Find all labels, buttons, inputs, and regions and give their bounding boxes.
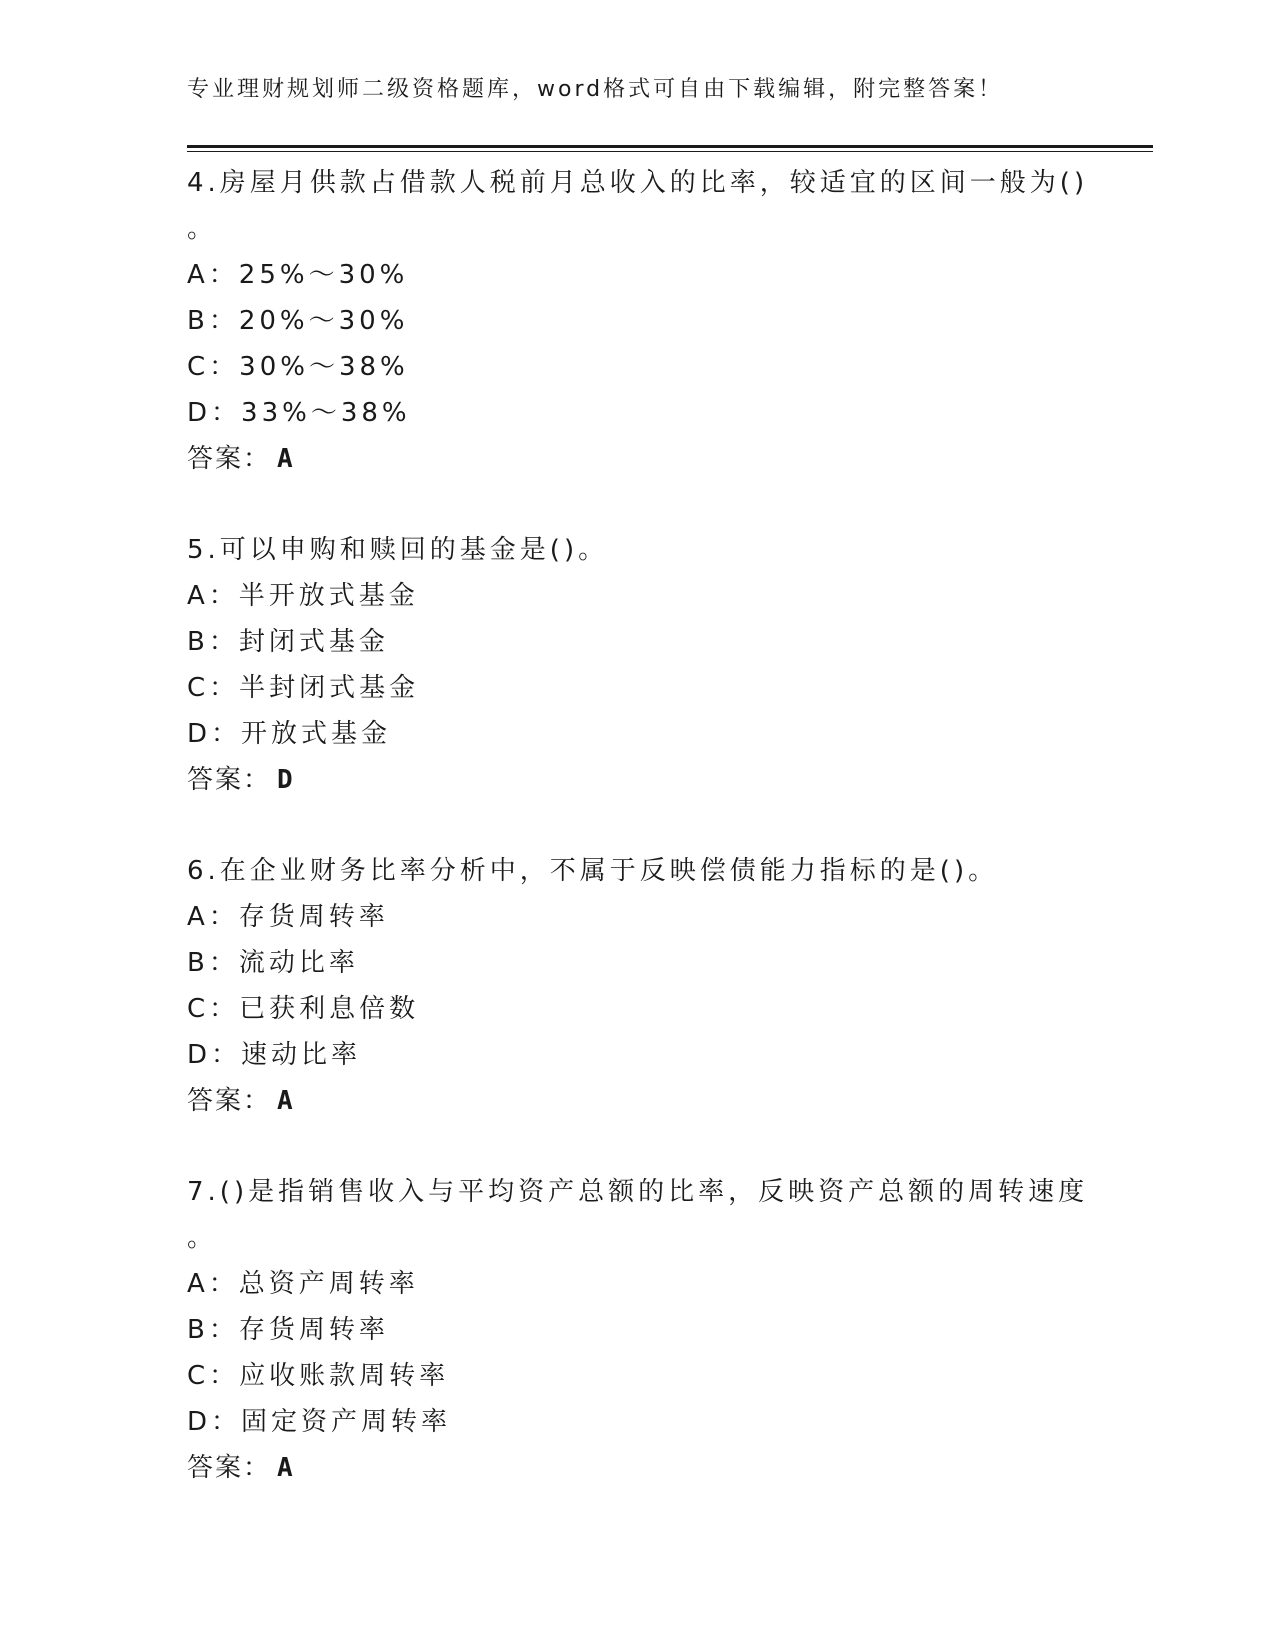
option-label: B： [187, 948, 239, 978]
option-b [187, 1307, 1153, 1353]
option-b [187, 298, 1153, 344]
option-text: 半封闭式基金 [239, 673, 420, 703]
option-label: A： [187, 581, 239, 611]
option-text: 速动比率 [241, 1040, 362, 1070]
option-label: B： [187, 1315, 239, 1345]
option-text: 25%～30% [238, 260, 409, 290]
option-c [187, 665, 1153, 711]
option-label: A： [187, 902, 239, 932]
option-label: C： [187, 994, 240, 1024]
option-a [187, 1261, 1153, 1307]
option-text: 固定资产周转率 [241, 1407, 452, 1437]
question-item [187, 160, 1153, 482]
option-label: D： [187, 1407, 242, 1437]
question-stem: 7.()是指销售收入与平均资产总额的比率，反映资产总额的周转速度 [187, 1177, 1089, 1207]
answer-line [187, 1078, 1153, 1124]
option-text: 33%～38% [241, 398, 411, 428]
option-text: 半开放式基金 [238, 581, 419, 611]
answer-label: 答案： [187, 765, 272, 795]
answer-line [187, 1445, 1153, 1491]
option-a [187, 252, 1153, 298]
option-d [187, 390, 1153, 436]
question-stem: 5.可以申购和赎回的基金是()。 [187, 535, 609, 565]
option-label: B： [187, 627, 239, 657]
option-b [187, 940, 1153, 986]
answer-value: A [277, 1453, 295, 1483]
option-label: A： [187, 1269, 239, 1299]
option-a [187, 894, 1153, 940]
option-d [187, 1032, 1153, 1078]
question-stem: 6.在企业财务比率分析中，不属于反映偿债能力指标的是()。 [187, 856, 999, 886]
header-rule-thin [187, 151, 1153, 152]
option-c [187, 1353, 1153, 1399]
answer-value: A [277, 444, 295, 474]
option-text: 已获利息倍数 [239, 994, 420, 1024]
option-label: C： [187, 352, 240, 382]
option-d [187, 1399, 1153, 1445]
option-text: 总资产周转率 [238, 1269, 419, 1299]
answer-label: 答案： [187, 1453, 272, 1483]
answer-label: 答案： [187, 1086, 272, 1116]
option-label: C： [187, 673, 240, 703]
question-list [187, 160, 1153, 1491]
option-text: 流动比率 [238, 948, 359, 978]
option-label: C： [187, 1361, 240, 1391]
question-stem: 4.房屋月供款占借款人税前月总收入的比率，较适宜的区间一般为() [187, 168, 1089, 198]
question-item [187, 527, 1153, 803]
option-b [187, 619, 1153, 665]
header-rule-thick [187, 145, 1153, 148]
option-text: 20%～30% [238, 306, 409, 336]
option-label: D： [187, 398, 242, 428]
option-text: 30%～38% [239, 352, 409, 382]
question-item [187, 848, 1153, 1124]
option-label: D： [187, 719, 242, 749]
option-text: 应收账款周转率 [239, 1361, 450, 1391]
option-label: B： [187, 306, 239, 336]
option-d [187, 711, 1153, 757]
answer-line [187, 436, 1153, 482]
option-label: A： [187, 260, 239, 290]
answer-value: A [277, 1086, 295, 1116]
option-text: 存货周转率 [238, 1315, 389, 1345]
question-item [187, 1169, 1153, 1491]
answer-value: D [277, 765, 295, 795]
answer-label: 答案： [187, 444, 272, 474]
question-stem-continuation: 。 [187, 1223, 218, 1253]
option-c [187, 344, 1153, 390]
option-label: D： [187, 1040, 242, 1070]
answer-line [187, 757, 1153, 803]
document-header: 专业理财规划师二级资格题库，word格式可自由下载编辑，附完整答案！ [187, 77, 1004, 102]
option-a [187, 573, 1153, 619]
option-c [187, 986, 1153, 1032]
option-text: 封闭式基金 [238, 627, 389, 657]
option-text: 开放式基金 [241, 719, 392, 749]
question-stem-continuation: 。 [187, 214, 218, 244]
option-text: 存货周转率 [238, 902, 389, 932]
